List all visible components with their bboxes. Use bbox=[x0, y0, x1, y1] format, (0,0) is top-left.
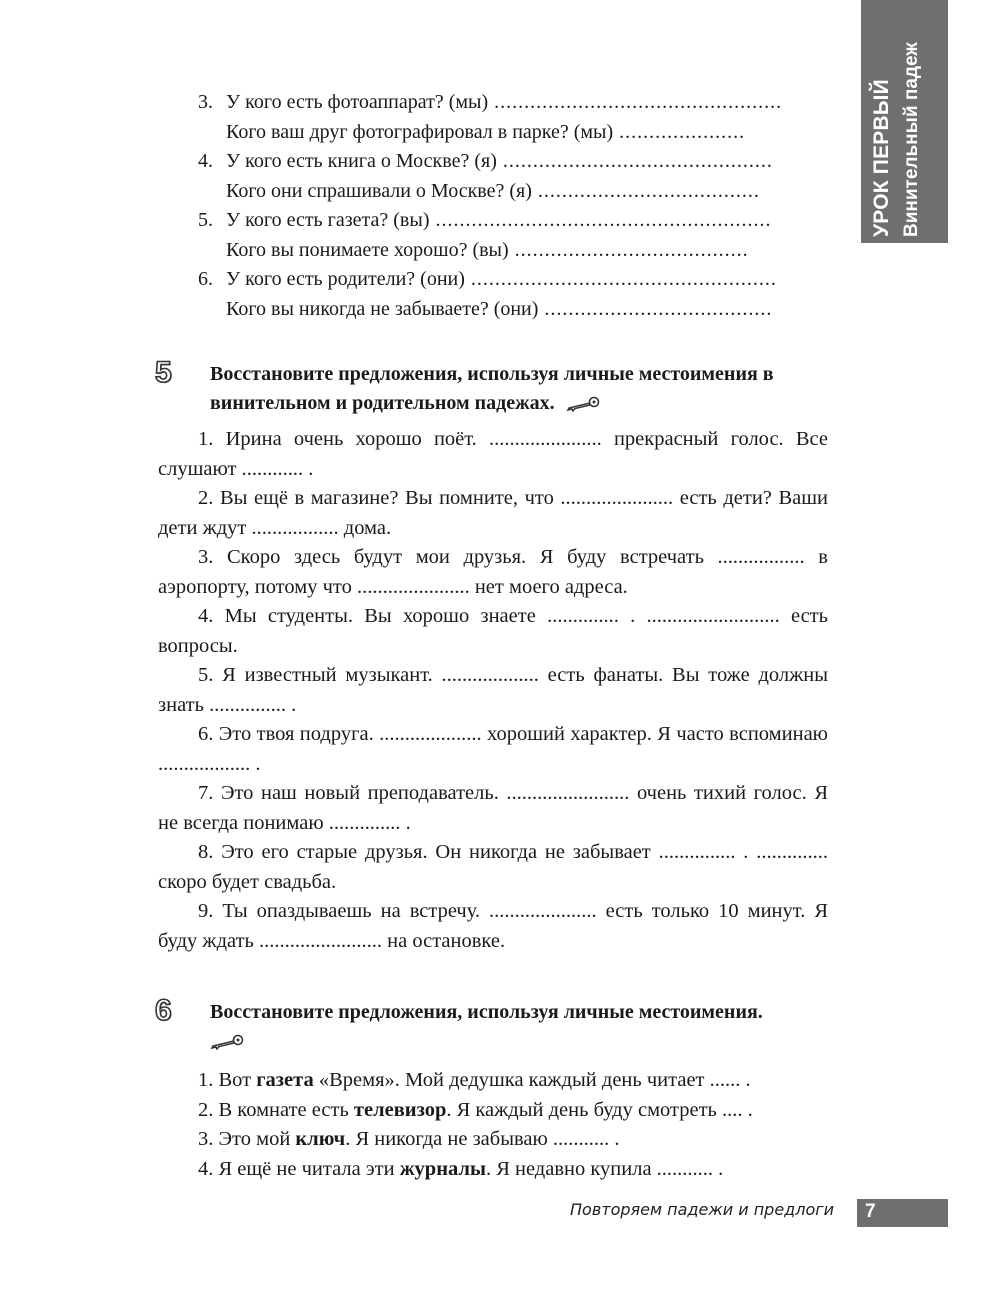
question-text: У кого есть родители? (они) bbox=[226, 268, 465, 290]
answer-blank: ....................................... bbox=[514, 238, 749, 261]
question-text: У кого есть газета? (вы) bbox=[226, 209, 430, 231]
item-keyword: ключ bbox=[295, 1128, 346, 1150]
exercise-item: 9. Ты опаздываешь на встречу. ..................... есть только 10 минут. Я буду ждать ........................ на остановке. bbox=[158, 900, 828, 952]
exercise-title: Восстановите предложения, используя личные местоимения. bbox=[210, 1001, 763, 1023]
question-row bbox=[198, 88, 826, 118]
question-number bbox=[198, 177, 226, 207]
question-row bbox=[198, 265, 826, 295]
key-icon bbox=[566, 396, 600, 412]
exercise-number: 6 bbox=[155, 994, 172, 1027]
exercise-item: 3. Скоро здесь будут мои друзья. Я буду встречать ................. в аэропорту, потому что ...................... нет моего адреса. bbox=[158, 546, 828, 598]
question-number bbox=[198, 295, 226, 325]
key-icon bbox=[210, 1034, 244, 1050]
exercise-instruction bbox=[210, 998, 835, 1056]
lesson-topic: Винительный падеж bbox=[901, 42, 922, 237]
item-text: . Я недавно купила ........... . bbox=[485, 1157, 724, 1180]
question-number bbox=[198, 236, 226, 266]
item-text: 4. Я ещё не читала эти bbox=[198, 1157, 400, 1180]
question-number: 5. bbox=[198, 209, 213, 231]
question-row bbox=[198, 236, 826, 266]
item-text: 2. В комнате есть bbox=[198, 1098, 354, 1121]
item-text: . Я никогда не забываю ........... . bbox=[345, 1128, 620, 1150]
exercise-number: 5 bbox=[155, 356, 172, 389]
item-text: . Я каждый день буду смотреть .... . bbox=[446, 1098, 753, 1121]
question-row bbox=[198, 147, 826, 177]
item-text: «Время». Мой дедушка каждый день читает ...... . bbox=[313, 1069, 751, 1091]
question-text: У кого есть фотоаппарат? (мы) bbox=[226, 91, 489, 113]
item-keyword: газета bbox=[256, 1069, 314, 1091]
question-number: 6. bbox=[198, 268, 213, 290]
item-keyword: журналы bbox=[399, 1157, 486, 1180]
lesson-title: УРОК ПЕРВЫЙ bbox=[870, 79, 893, 237]
exercise-instruction bbox=[210, 360, 835, 418]
question-text: Кого вы никогда не забываете? (они) bbox=[226, 297, 539, 320]
question-row bbox=[198, 295, 826, 325]
exercise-item: 2. Вы ещё в магазине? Вы помните, что ...................... есть дети? Ваши дети ждут ................. дома. bbox=[158, 487, 828, 539]
answer-blank: ........................................................ bbox=[435, 209, 772, 231]
question-text: Кого вы понимаете хорошо? (вы) bbox=[226, 238, 509, 261]
exercise-item bbox=[198, 1066, 838, 1096]
question-number bbox=[198, 118, 226, 148]
question-row bbox=[198, 206, 826, 236]
exercise-item: 7. Это наш новый преподаватель. ........................ очень тихий голос. Я не всегда понимаю .............. . bbox=[158, 782, 828, 834]
exercise-item: 6. Это твоя подруга. .................... хороший характер. Я часто вспоминаю .................. . bbox=[158, 723, 828, 775]
page-number: 7 bbox=[865, 1201, 876, 1222]
footer-section-title: Повторяем падежи и предлоги bbox=[570, 1200, 835, 1219]
answer-blank: ...................................... bbox=[544, 297, 773, 320]
question-text: Кого они спрашивали о Москве? (я) bbox=[226, 179, 532, 202]
item-text: 1. Вот bbox=[198, 1069, 257, 1091]
exercise-item: 1. Ирина очень хорошо поёт. ...................... прекрасный голос. Все слушают ............ . bbox=[158, 428, 828, 480]
exercise-item bbox=[198, 1155, 838, 1185]
exercise-item: 4. Мы студенты. Вы хорошо знаете .............. . .......................... есть вопросы. bbox=[158, 605, 828, 657]
side-tab-text bbox=[861, 0, 948, 243]
answer-blank: ................................................... bbox=[470, 268, 777, 290]
question-row bbox=[198, 177, 826, 207]
lesson-side-tab bbox=[861, 0, 948, 243]
exercise-4-question-list bbox=[198, 88, 826, 324]
exercise-item: 8. Это его старые друзья. Он никогда не забывает ............... . .............. скоро будет свадьба. bbox=[158, 841, 828, 893]
exercise-item bbox=[198, 1125, 838, 1155]
exercise-item: 5. Я известный музыкант. ................... есть фанаты. Вы тоже должны знать ............... . bbox=[158, 664, 828, 716]
question-text: У кого есть книга о Москве? (я) bbox=[226, 150, 497, 172]
answer-blank: ..................................... bbox=[537, 179, 760, 202]
page-number-box bbox=[857, 1199, 948, 1227]
question-row bbox=[198, 118, 826, 148]
exercise-title: Восстановите предложения, используя личные местоимения в винительном и родительном падежах. bbox=[210, 363, 774, 414]
exercise-item bbox=[198, 1096, 838, 1126]
answer-blank: ................................................ bbox=[494, 91, 783, 113]
exercise-6-items bbox=[198, 1066, 838, 1184]
exercise-5-items bbox=[158, 425, 828, 956]
answer-blank: ............................................. bbox=[502, 150, 773, 172]
item-text: 3. Это мой bbox=[198, 1128, 296, 1150]
question-text: Кого ваш друг фотографировал в парке? (мы) bbox=[226, 120, 614, 143]
item-keyword: телевизор bbox=[353, 1098, 447, 1121]
question-number: 3. bbox=[198, 91, 213, 113]
answer-blank: ..................... bbox=[619, 120, 746, 143]
question-number: 4. bbox=[198, 150, 213, 172]
